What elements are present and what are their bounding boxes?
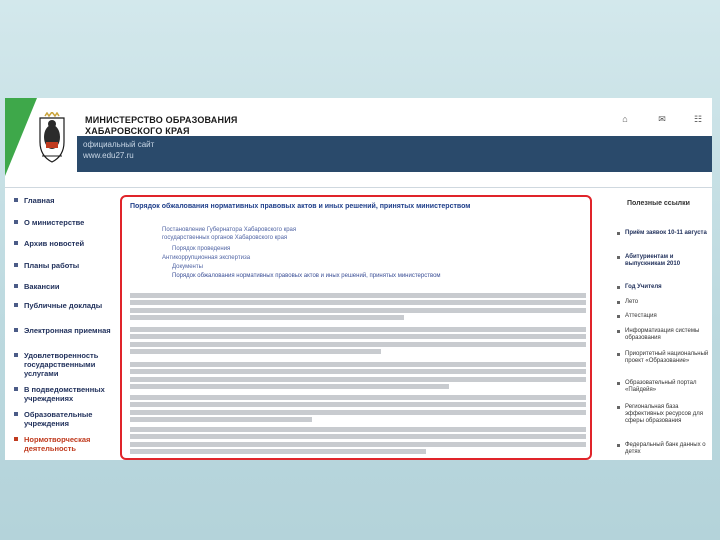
bullet-icon [14,198,18,202]
document-link[interactable]: Порядок проведения [172,246,231,252]
sidebar-link[interactable] [617,351,709,365]
sidebar-link[interactable] [617,254,709,268]
green-corner-decoration [5,98,37,176]
bullet-icon [617,444,620,447]
right-sidebar [603,188,712,460]
bullet-icon [14,263,18,267]
page-title: Порядок обжалования нормативных правовых актов и иных решений, принятых министерством [130,203,471,210]
nav-item-label: В подведомственных учреждениях [24,385,105,403]
sidebar-link-label: Лето [625,299,639,305]
browser-screenshot [5,98,712,460]
sidebar-link-label: Образовательный портал «Пайдейя» [625,380,697,393]
bullet-icon [14,220,18,224]
sidebar-link[interactable] [617,380,709,394]
nav-item-label: Образовательные учреждения [24,410,93,428]
site-banner [77,136,712,172]
sidebar-link-label: Аттестация [625,313,657,319]
nav-item-label: Вакансии [24,282,60,291]
bullet-icon [14,241,18,245]
nav-item-home[interactable] [14,196,114,205]
site-header [5,98,712,188]
bullet-icon [14,284,18,288]
bullet-icon [617,406,620,409]
bullet-icon [617,353,620,356]
sidebar-link-label: Федеральный банк данных о детях [625,442,706,455]
nav-item-label: Нормотворческая деятельность [24,435,91,453]
nav-item-public-reports[interactable] [14,301,114,310]
bullet-icon [617,232,620,235]
text-paragraph [130,427,586,456]
ministry-title: МИНИСТЕРСТВО ОБРАЗОВАНИЯ ХАБАРОВСКОГО КРАЯ [85,115,238,136]
nav-item-label: Архив новостей [24,239,85,248]
coat-of-arms-icon [37,112,67,164]
nav-item-educational-institutions[interactable] [14,410,114,428]
text-paragraph [130,293,586,322]
sidebar-link[interactable] [617,284,709,291]
site-label: официальный сайт [83,140,155,149]
bullet-icon [617,382,620,385]
document-link[interactable]: Документы [172,264,203,270]
bullet-icon [14,437,18,441]
bullet-icon [617,256,620,259]
sidebar-link[interactable] [617,442,709,456]
nav-item-subordinate-institutions[interactable] [14,385,114,403]
nav-item-label: Электронная приемная [24,326,111,335]
sidebar-link-label: Информатизация системы образования [625,328,700,341]
nav-item-label: Планы работы [24,261,80,270]
sidebar-link-label: Приоритетный национальный проект «Образование» [625,351,709,364]
bullet-icon [14,412,18,416]
sitemap-icon[interactable]: ☷ [693,114,703,124]
bullet-icon [617,330,620,333]
home-icon[interactable]: ⌂ [622,114,628,124]
site-url[interactable]: www.edu27.ru [83,151,134,160]
text-paragraph [130,395,586,424]
nav-item-about[interactable] [14,218,114,227]
bullet-icon [14,387,18,391]
sidebar-link[interactable] [617,328,709,342]
nav-item-vacancies[interactable] [14,282,114,291]
nav-item-label: О министерстве [24,218,85,227]
text-paragraph [130,327,586,356]
main-content-panel [120,195,592,460]
left-navigation [5,188,115,460]
sidebar-link[interactable] [617,230,709,237]
bullet-icon [617,301,620,304]
sidebar-link-label: Приём заявок 10-11 августа [625,230,707,236]
text-paragraph [130,362,586,391]
nav-item-rulemaking[interactable] [14,435,114,453]
sidebar-link[interactable] [617,299,709,306]
sidebar-link-label: Год Учителя [625,284,662,290]
nav-item-e-reception[interactable] [14,326,114,335]
nav-item-news-archive[interactable] [14,239,114,248]
document-link[interactable]: Постановление Губернатора Хабаровского края [162,227,297,233]
sidebar-link-label: Абитуриентам и выпускникам 2010 [625,254,681,267]
document-link[interactable]: Порядок обжалования нормативных правовых актов и иных решений, принятых министерством [172,273,441,279]
mail-icon[interactable]: ✉ [658,114,666,124]
nav-item-work-plans[interactable] [14,261,114,270]
bullet-icon [14,353,18,357]
useful-links-title: Полезные ссылки [627,200,690,207]
document-link[interactable]: государственных органов Хабаровского края [162,235,288,241]
bullet-icon [14,303,18,307]
document-link[interactable]: Антикоррупционная экспертиза [162,255,251,261]
sidebar-link-label: Региональная база эффективных ресурсов для сферы образования [625,404,703,424]
nav-item-label: Удовлетворенность государственными услугами [24,351,99,378]
nav-item-label: Публичные доклады [24,301,103,310]
bullet-icon [617,286,620,289]
bullet-icon [14,328,18,332]
nav-item-label: Главная [24,196,55,205]
bullet-icon [617,315,620,318]
sidebar-link[interactable] [617,313,709,320]
sidebar-link[interactable] [617,404,709,425]
nav-item-service-satisfaction[interactable] [14,351,114,378]
